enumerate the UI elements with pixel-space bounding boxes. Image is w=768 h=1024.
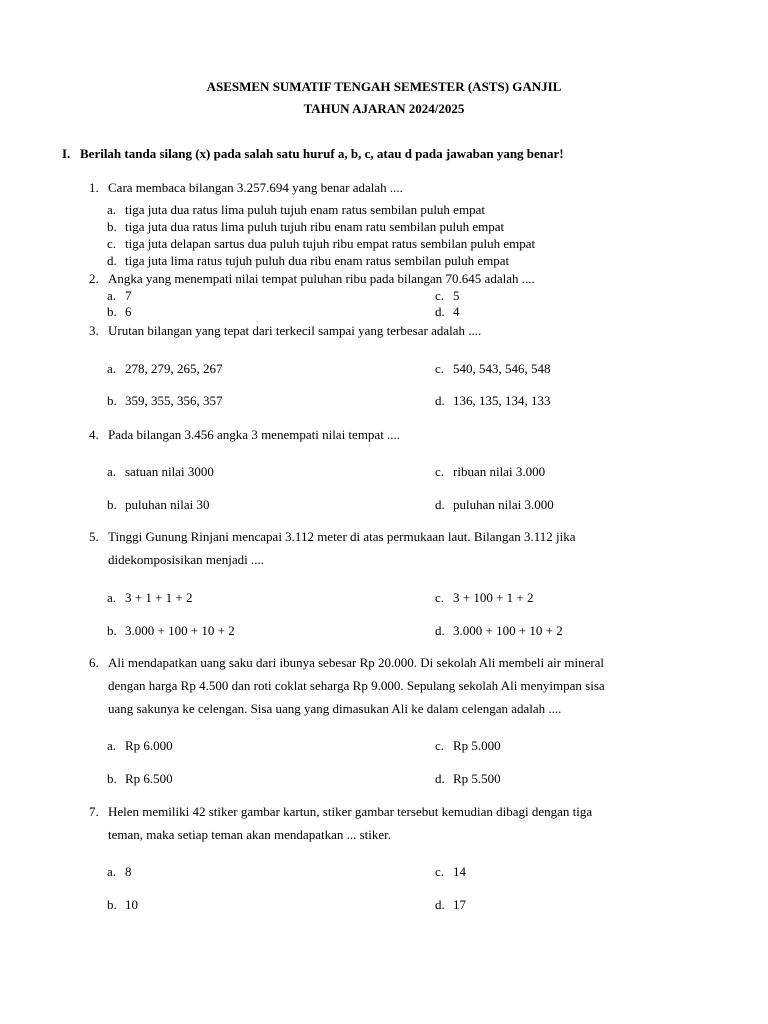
question-5 [89,525,709,571]
question-text-line-3: uang sakunya ke celengan. Sisa uang yang dimasukan Ali ke dalam celengan adalah .... [108,701,562,716]
option-text: tiga juta dua ratus lima puluh tujuh ribu enam ratu sembilan puluh empat [125,219,505,234]
option-6a[interactable] [107,738,173,754]
option-letter: c. [107,236,117,251]
option-letter: a. [107,464,117,479]
question-text: Urutan bilangan yang tepat dari terkecil sampai yang terbesar adalah .... [108,323,482,338]
option-text: ribuan nilai 3.000 [453,464,546,479]
exam-title: ASESMEN SUMATIF TENGAH SEMESTER (ASTS) GANJIL [206,79,562,94]
section-number: I. [62,146,71,161]
section-instruction [62,146,564,162]
option-2d[interactable] [435,304,460,320]
question-number: 3. [89,323,99,338]
option-letter: d. [435,623,445,638]
option-text: tiga juta lima ratus tujuh puluh dua ribu enam ratus sembilan puluh empat [125,253,510,268]
option-letter: a. [107,590,117,605]
option-text: 17 [453,897,466,912]
question-number: 5. [89,529,99,544]
option-letter: c. [435,738,445,753]
option-text: satuan nilai 3000 [125,464,214,479]
option-letter: a. [107,738,117,753]
option-letter: c. [435,288,445,303]
option-text: puluhan nilai 3.000 [453,497,554,512]
option-4d[interactable] [435,497,554,513]
option-4a[interactable] [107,464,214,480]
option-text: 14 [453,864,466,879]
option-text: 3 + 1 + 1 + 2 [125,590,193,605]
question-text-line-2: didekomposisikan menjadi .... [108,552,264,567]
option-6b[interactable] [107,771,173,787]
question-text: Pada bilangan 3.456 angka 3 menempati nilai tempat .... [108,427,401,442]
option-text: 8 [125,864,132,879]
question-2 [89,270,709,287]
option-letter: b. [107,897,117,912]
option-7b[interactable] [107,897,138,913]
option-text: 7 [125,288,132,303]
question-text-line-1: Helen memiliki 42 stiker gambar kartun, stiker gambar tersebut kemudian dibagi dengan tiga [108,804,593,819]
option-text: tiga juta delapan sartus dua puluh tujuh ribu empat ratus sembilan puluh empat [125,236,536,251]
question-number: 1. [89,180,99,195]
question-number: 7. [89,804,99,819]
option-text: 6 [125,304,132,319]
option-text: tiga juta dua ratus lima puluh tujuh enam ratus sembilan puluh empat [125,202,485,217]
option-letter: b. [107,623,117,638]
question-3 [89,322,709,339]
question-text-line-2: teman, maka setiap teman akan mendapatkan ... stiker. [108,827,392,842]
option-text: Rp 6.000 [125,738,173,753]
option-2c[interactable] [435,288,460,304]
option-text: 278, 279, 265, 267 [125,361,223,376]
option-letter: c. [435,361,445,376]
option-5d[interactable] [435,623,563,639]
question-6 [89,651,709,720]
question-number: 4. [89,427,99,442]
option-letter: b. [107,497,117,512]
option-3c[interactable] [435,361,551,377]
option-3d[interactable] [435,393,551,409]
option-letter: a. [107,288,117,303]
question-text: Angka yang menempati nilai tempat puluhan ribu pada bilangan 70.645 adalah .... [108,271,535,286]
option-5b[interactable] [107,623,235,639]
option-text: 540, 543, 546, 548 [453,361,551,376]
question-4 [89,426,709,443]
instruction-text: Berilah tanda silang (x) pada salah satu huruf a, b, c, atau d pada jawaban yang benar! [80,146,564,161]
option-text: 4 [453,304,460,319]
option-letter: d. [435,897,445,912]
option-3b[interactable] [107,393,223,409]
option-letter: b. [107,393,117,408]
question-number: 6. [89,655,99,670]
option-text: 3.000 + 100 + 10 + 2 [125,623,235,638]
option-letter: a. [107,864,117,879]
option-1b[interactable] [107,219,504,235]
option-7a[interactable] [107,864,132,880]
option-2a[interactable] [107,288,132,304]
option-5a[interactable] [107,590,193,606]
option-letter: d. [435,771,445,786]
option-letter: a. [107,202,117,217]
option-letter: c. [435,464,445,479]
option-text: puluhan nilai 30 [125,497,210,512]
option-text: 359, 355, 356, 357 [125,393,223,408]
option-5c[interactable] [435,590,534,606]
option-letter: d. [435,304,445,319]
option-6d[interactable] [435,771,501,787]
academic-year-title: TAHUN AJARAN 2024/2025 [303,101,465,116]
option-letter: b. [107,771,117,786]
question-7 [89,800,709,846]
question-text-line-1: Tinggi Gunung Rinjani mencapai 3.112 meter di atas permukaan laut. Bilangan 3.112 jika [108,529,576,544]
question-number: 2. [89,271,99,286]
option-2b[interactable] [107,304,132,320]
option-1c[interactable] [107,236,535,252]
option-7d[interactable] [435,897,466,913]
option-letter: d. [435,393,445,408]
option-letter: a. [107,361,117,376]
option-text: 5 [453,288,460,303]
question-1 [89,176,709,199]
option-4b[interactable] [107,497,210,513]
option-3a[interactable] [107,361,223,377]
question-text-line-2: dengan harga Rp 4.500 dan roti coklat seharga Rp 9.000. Sepulang sekolah Ali menyimpan sisa [108,678,605,693]
option-4c[interactable] [435,464,545,480]
option-letter: c. [435,590,445,605]
option-letter: b. [107,304,117,319]
option-letter: c. [435,864,445,879]
option-letter: d. [435,497,445,512]
option-text: 136, 135, 134, 133 [453,393,551,408]
option-text: Rp 6.500 [125,771,173,786]
option-7c[interactable] [435,864,466,880]
option-letter: b. [107,219,117,234]
option-6c[interactable] [435,738,501,754]
question-text-line-1: Ali mendapatkan uang saku dari ibunya sebesar Rp 20.000. Di sekolah Ali membeli air mineral [108,655,605,670]
option-1a[interactable] [107,202,485,218]
option-text: 10 [125,897,138,912]
option-text: 3 + 100 + 1 + 2 [453,590,534,605]
question-text: Cara membaca bilangan 3.257.694 yang benar adalah .... [108,180,403,195]
option-1d[interactable] [107,253,509,269]
option-text: Rp 5.000 [453,738,501,753]
option-text: 3.000 + 100 + 10 + 2 [453,623,563,638]
option-text: Rp 5.500 [453,771,501,786]
option-letter: d. [107,253,117,268]
